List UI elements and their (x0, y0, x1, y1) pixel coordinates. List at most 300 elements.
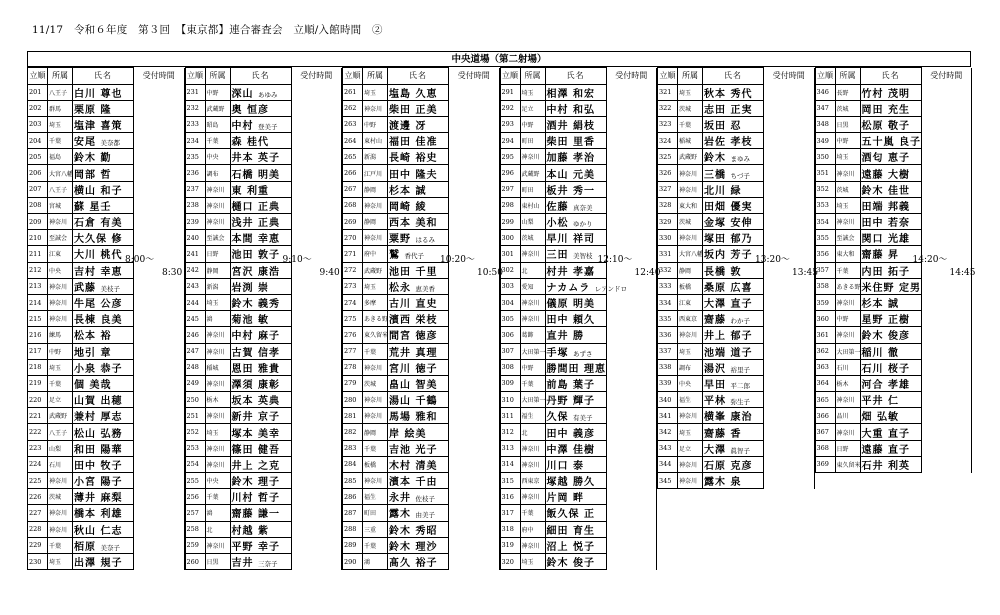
entrant-name: 北川 緑 (703, 181, 764, 197)
entrant-name: 塩津 喜策 (73, 116, 134, 132)
table-row (28, 505, 185, 521)
entrant-name: 稲川 徹 (860, 343, 921, 359)
affiliation: 埼玉 (520, 84, 545, 100)
affiliation: 鴻 (205, 505, 230, 521)
entry-number: 262 (343, 100, 363, 116)
reception-time (134, 181, 185, 197)
affiliation: 練馬 (48, 327, 73, 343)
entry-number: 208 (28, 197, 48, 213)
reception-time (291, 84, 342, 100)
entry-number: 290 (343, 553, 363, 569)
reception-time (449, 278, 500, 294)
table-row (658, 181, 815, 197)
affiliation: 埼玉 (520, 553, 545, 569)
entry-number: 237 (185, 181, 205, 197)
entrant-name: 本山 元美 (545, 165, 606, 181)
reception-time (764, 311, 815, 327)
reception-time (921, 440, 972, 456)
table-row (28, 181, 185, 197)
entry-number: 267 (343, 181, 363, 197)
entry-number: 321 (658, 84, 678, 100)
reception-time (449, 100, 500, 116)
table-row (28, 278, 185, 294)
table-row (343, 537, 500, 553)
entry-number: 291 (500, 84, 520, 100)
entry-number: 202 (28, 100, 48, 116)
column-header-num: 立順 (500, 68, 520, 85)
affiliation: 福生 (678, 392, 703, 408)
affiliation: 神奈川 (678, 473, 703, 489)
reception-time (134, 327, 185, 343)
entry-number: 360 (815, 311, 835, 327)
entry-number: 217 (28, 343, 48, 359)
entrant-name: 直井 勝 (545, 327, 606, 343)
reception-time (921, 311, 972, 327)
reception-time (291, 214, 342, 230)
affiliation: 至誠会 (835, 230, 860, 246)
reception-time (291, 375, 342, 391)
table-row (658, 84, 815, 100)
entrant-name: 白川 尊也 (73, 84, 134, 100)
entrant-name: 出澤 規子 (73, 553, 134, 569)
entrant-name: 奥 恒彦 (230, 100, 291, 116)
reception-time (449, 375, 500, 391)
reception-time (921, 408, 972, 424)
table-row (28, 294, 185, 310)
entry-number: 210 (28, 230, 48, 246)
reception-time (449, 197, 500, 213)
entrant-name: 儀原 明美 (545, 294, 606, 310)
entrant-name: 五十嵐 良子 (860, 133, 921, 149)
entrant-name: 勝間田 理恵 (545, 359, 606, 375)
reception-time (449, 473, 500, 489)
header-row (500, 68, 657, 85)
affiliation: 調布 (678, 359, 703, 375)
affiliation: 中野 (835, 133, 860, 149)
affiliation: 埼玉 (363, 278, 388, 294)
table-row (343, 84, 500, 100)
table-row (815, 133, 972, 149)
table-row (500, 116, 657, 132)
entry-number: 347 (815, 100, 835, 116)
table-row (28, 521, 185, 537)
table-row (500, 473, 657, 489)
entrant-name: 秋本 秀代 (703, 84, 764, 100)
entry-number: 311 (500, 408, 520, 424)
reception-time (291, 230, 342, 246)
reception-time (134, 294, 185, 310)
reception-end-time: 13:45 (792, 267, 818, 278)
reception-time (291, 456, 342, 472)
entry-number: 259 (185, 537, 205, 553)
affiliation: 茨城 (678, 214, 703, 230)
table-row (343, 214, 500, 230)
entrant-name: 小泉 恭子 (73, 359, 134, 375)
entry-number: 317 (500, 505, 520, 521)
entry-number: 204 (28, 133, 48, 149)
table-row (343, 294, 500, 310)
entrant-name: 蘇 星壬 (73, 197, 134, 213)
entry-number: 238 (185, 197, 205, 213)
table-row (658, 392, 815, 408)
reception-time (134, 230, 185, 246)
reception-time (764, 456, 815, 472)
table-row (28, 214, 185, 230)
entry-number: 281 (343, 408, 363, 424)
entry-number: 212 (28, 262, 48, 278)
entrant-name: 鈴木 理子 (230, 473, 291, 489)
reception-time (291, 197, 342, 213)
reception-time (291, 392, 342, 408)
reception-start-time: 13:20～ (755, 254, 790, 265)
reception-time (134, 278, 185, 294)
entry-number: 320 (500, 553, 520, 569)
entry-number: 312 (500, 424, 520, 440)
entry-number: 287 (343, 505, 363, 521)
affiliation: 埼玉 (48, 553, 73, 569)
table-row (185, 440, 342, 456)
entrant-name: 竹村 茂明 (860, 84, 921, 100)
entrant-name: 宮沢 康浩 (230, 262, 291, 278)
reception-time (764, 327, 815, 343)
entry-number: 307 (500, 343, 520, 359)
reception-time (921, 343, 972, 359)
reception-time (449, 456, 500, 472)
reception-start-time: 14:20～ (912, 254, 948, 265)
table-row (500, 456, 657, 472)
entrant-name: 鷲 香代子 (388, 246, 449, 262)
entrant-name: 横峯 康治 (703, 408, 764, 424)
column-header-name: 氏名 (545, 68, 606, 85)
table-row (28, 327, 185, 343)
reception-time (921, 359, 972, 375)
entrant-name: 恩田 雅貴 (230, 359, 291, 375)
reception-time (134, 553, 185, 569)
entry-number: 365 (815, 392, 835, 408)
reception-time (291, 294, 342, 310)
affiliation: 千葉 (520, 505, 545, 521)
entrant-name: 加藤 孝治 (545, 149, 606, 165)
entry-number: 272 (343, 262, 363, 278)
reception-time (606, 489, 657, 505)
entry-number: 229 (28, 537, 48, 553)
table-row (343, 392, 500, 408)
affiliation: 神奈川 (363, 100, 388, 116)
entrant-name: 栢原 美奈子 (73, 537, 134, 553)
affiliation: あきる野 (835, 278, 860, 294)
entrant-name: 鈴木 義秀 (230, 294, 291, 310)
affiliation: 大宮八幡 (48, 165, 73, 181)
table-row (343, 440, 500, 456)
affiliation: 足立 (520, 100, 545, 116)
table-row (185, 246, 342, 262)
affiliation: 埼玉 (678, 424, 703, 440)
entry-number: 336 (658, 327, 678, 343)
reception-time (449, 327, 500, 343)
column-header-aff: 所属 (363, 68, 388, 85)
affiliation: 武蔵野 (678, 149, 703, 165)
reception-time (449, 230, 500, 246)
entry-number: 351 (815, 165, 835, 181)
affiliation: 至誠会 (205, 230, 230, 246)
entrant-name: 片岡 畔 (545, 489, 606, 505)
reception-time (764, 473, 815, 489)
entrant-name: 中村 麻子 (230, 327, 291, 343)
reception-time (134, 473, 185, 489)
entry-number: 257 (185, 505, 205, 521)
table-row (185, 133, 342, 149)
table-row (28, 456, 185, 472)
header-row (343, 68, 500, 85)
entry-number: 341 (658, 408, 678, 424)
table-row (815, 84, 972, 100)
table-row (28, 84, 185, 100)
entrant-name: 久保 有美子 (545, 408, 606, 424)
entrant-name: 岩佐 孝枝 (703, 133, 764, 149)
entry-number: 201 (28, 84, 48, 100)
entry-number: 310 (500, 392, 520, 408)
entry-number: 358 (815, 278, 835, 294)
table-row (815, 278, 972, 294)
table-row (500, 262, 657, 278)
entrant-name: 石倉 有美 (73, 214, 134, 230)
table-row (343, 197, 500, 213)
affiliation: 石川 (835, 359, 860, 375)
entry-number: 298 (500, 197, 520, 213)
entry-number: 326 (658, 165, 678, 181)
reception-time (134, 359, 185, 375)
affiliation: 中野 (205, 84, 230, 100)
entrant-name: 露木 泉 (703, 473, 764, 489)
table-row (658, 262, 815, 278)
affiliation: 府中 (363, 246, 388, 262)
entry-number: 242 (185, 262, 205, 278)
affiliation: 足立 (678, 440, 703, 456)
table-row (500, 133, 657, 149)
affiliation: 神奈川 (835, 214, 860, 230)
table-row (815, 165, 972, 181)
affiliation: 愛知 (520, 278, 545, 294)
reception-time (134, 133, 185, 149)
affiliation: 大田第一 (520, 392, 545, 408)
affiliation: 品川 (835, 408, 860, 424)
reception-time (606, 521, 657, 537)
entrant-name: 池田 千里 (388, 262, 449, 278)
table-row (658, 246, 815, 262)
entrant-name: 古賀 信孝 (230, 343, 291, 359)
reception-start-time: 12:10～ (597, 254, 633, 265)
table-row (658, 311, 815, 327)
table-row (343, 181, 500, 197)
entrant-name: 丹野 輝子 (545, 392, 606, 408)
table-row (185, 327, 342, 343)
entry-number: 368 (815, 440, 835, 456)
affiliation: 神奈川 (48, 214, 73, 230)
reception-time (134, 311, 185, 327)
reception-time (606, 408, 657, 424)
table-row (658, 343, 815, 359)
reception-time (764, 197, 815, 213)
affiliation: 茨城 (48, 489, 73, 505)
table-row (658, 133, 815, 149)
affiliation: 中央 (678, 375, 703, 391)
entry-number: 344 (658, 456, 678, 472)
affiliation: 調布 (205, 165, 230, 181)
entrant-name: 石橋 明美 (230, 165, 291, 181)
affiliation: 日野 (205, 246, 230, 262)
entrant-name: 田中 隆夫 (388, 165, 449, 181)
entry-number: 255 (185, 473, 205, 489)
affiliation: 神奈川 (678, 230, 703, 246)
entrant-name: 石井 利英 (860, 456, 921, 472)
entry-number: 236 (185, 165, 205, 181)
affiliation: 千葉 (48, 375, 73, 391)
table-row (343, 505, 500, 521)
reception-time (291, 165, 342, 181)
column-header-time: 受付時間 (291, 68, 342, 85)
entrant-name: 細田 育生 (545, 521, 606, 537)
entry-number: 276 (343, 327, 363, 343)
entrant-name: 木村 清美 (388, 456, 449, 472)
entrant-name: 田中 頼久 (545, 311, 606, 327)
reception-time (921, 424, 972, 440)
entrant-name: 岡崎 綾 (388, 197, 449, 213)
entrant-name: 永井 佐枝子 (388, 489, 449, 505)
entry-number: 297 (500, 181, 520, 197)
reception-time (764, 181, 815, 197)
affiliation: 栃木 (835, 375, 860, 391)
entrant-name: 村越 紫 (230, 521, 291, 537)
entrant-name: 齋藤 香 (703, 424, 764, 440)
entrant-name: 石原 克彦 (703, 456, 764, 472)
column-header-aff: 所属 (678, 68, 703, 85)
affiliation: 町田 (520, 133, 545, 149)
entrant-name: 田中 若奈 (860, 214, 921, 230)
entrant-name: 坂田 忍 (703, 116, 764, 132)
table-row (185, 149, 342, 165)
affiliation: 神奈川 (48, 521, 73, 537)
table-row (815, 262, 972, 278)
entrant-name: 鈴木 俊彦 (860, 327, 921, 343)
table-row (343, 489, 500, 505)
reception-time (606, 359, 657, 375)
table-row (815, 230, 972, 246)
entry-number: 350 (815, 149, 835, 165)
table-row (343, 149, 500, 165)
entrant-name: 村井 孝嘉 (545, 262, 606, 278)
table-row (185, 521, 342, 537)
reception-time (291, 473, 342, 489)
entry-number: 315 (500, 473, 520, 489)
entry-number: 329 (658, 214, 678, 230)
entrant-name: 齋藤 わか子 (703, 311, 764, 327)
entry-number: 324 (658, 133, 678, 149)
entrant-name: 大澤 眞智子 (703, 440, 764, 456)
entrant-name: 露木 由美子 (388, 505, 449, 521)
entrant-name: 田端 邦義 (860, 197, 921, 213)
affiliation: 日野 (835, 440, 860, 456)
entry-number: 335 (658, 311, 678, 327)
reception-time (764, 392, 815, 408)
entry-number: 304 (500, 294, 520, 310)
entrant-name: 松原 敬子 (860, 116, 921, 132)
entry-number: 215 (28, 311, 48, 327)
entry-number: 214 (28, 294, 48, 310)
table-row (28, 553, 185, 569)
entrant-name: 大澤 直子 (703, 294, 764, 310)
entrant-name: 畑 弘敏 (860, 408, 921, 424)
affiliation: 中央 (48, 262, 73, 278)
entrant-name: 鈴木 まゆみ (703, 149, 764, 165)
reception-time (134, 84, 185, 100)
entrant-name: 畠山 智美 (388, 375, 449, 391)
entrant-name: 星野 正樹 (860, 311, 921, 327)
entry-number: 338 (658, 359, 678, 375)
entry-number: 227 (28, 505, 48, 521)
entrant-name: 濱本 千由 (388, 473, 449, 489)
affiliation: 神奈川 (678, 165, 703, 181)
entry-number: 232 (185, 100, 205, 116)
reception-time (764, 424, 815, 440)
entrant-name: 湯山 千鶴 (388, 392, 449, 408)
entry-number: 309 (500, 375, 520, 391)
reception-time (606, 553, 657, 569)
table-row (343, 116, 500, 132)
affiliation: 福生 (520, 408, 545, 424)
entrant-name: 平井 仁 (860, 392, 921, 408)
table-row (343, 230, 500, 246)
reception-time (921, 181, 972, 197)
affiliation: 神奈川 (205, 440, 230, 456)
reception-time (291, 424, 342, 440)
affiliation: 神奈川 (205, 197, 230, 213)
entrant-name: 長棟 良美 (73, 311, 134, 327)
affiliation: 西東京 (520, 473, 545, 489)
entry-number: 245 (185, 311, 205, 327)
table-row (343, 553, 500, 569)
reception-time (134, 521, 185, 537)
reception-time (134, 408, 185, 424)
column-header-time: 受付時間 (921, 68, 972, 85)
entrant-name: 粟野 はるみ (388, 230, 449, 246)
affiliation: 静岡 (678, 262, 703, 278)
entrant-name: 塚越 勝久 (545, 473, 606, 489)
reception-time (921, 294, 972, 310)
entrant-name: 柴田 里香 (545, 133, 606, 149)
affiliation: 千葉 (363, 537, 388, 553)
reception-time (291, 505, 342, 521)
entrant-name: 深山 あゆみ (230, 84, 291, 100)
affiliation: 茨城 (835, 100, 860, 116)
affiliation: 神奈川 (48, 473, 73, 489)
entry-number: 270 (343, 230, 363, 246)
entrant-name: 渡邊 冴 (388, 116, 449, 132)
reception-time (606, 440, 657, 456)
reception-time (921, 230, 972, 246)
entry-number: 285 (343, 473, 363, 489)
entrant-name: 山賀 出穂 (73, 392, 134, 408)
affiliation: 千葉 (678, 116, 703, 132)
reception-time (449, 359, 500, 375)
entrant-name: 濱西 栄枝 (388, 311, 449, 327)
entry-number: 364 (815, 375, 835, 391)
table-row (28, 343, 185, 359)
roster-block (500, 67, 658, 570)
entrant-name: 栗原 隆 (73, 100, 134, 116)
affiliation: 神奈川 (520, 149, 545, 165)
entry-number: 345 (658, 473, 678, 489)
table-row (500, 392, 657, 408)
